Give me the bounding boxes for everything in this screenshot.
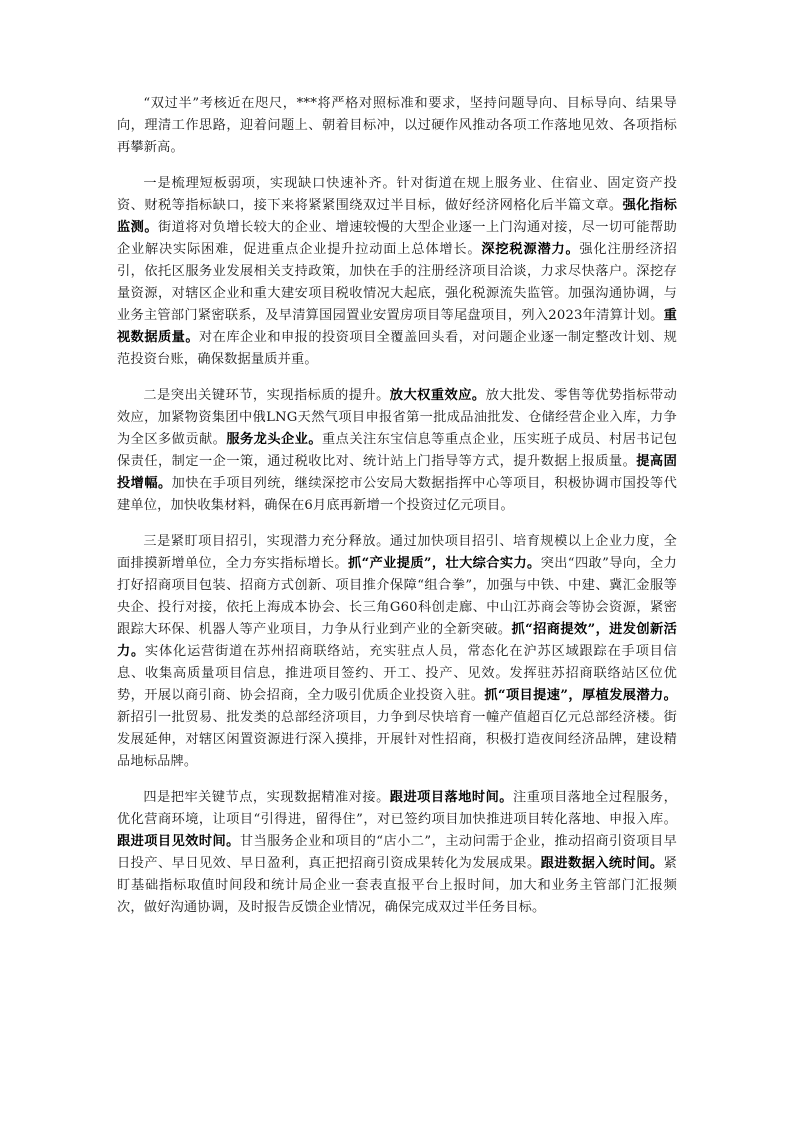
paragraph-four [117, 787, 677, 919]
text-segment: 强化注册经济招引，依托区服务业发展相关支持政策，加快在手的注册经济项目洽谈，力求尽快落户。深挖存量资源，对辖区企业和重大建安项目税收情况大起底，强化税源流失监管。加强沟通协调，与业务主管部门紧密联系，及早清算国园置业安置房项目等尾盘项目，列入2023年清算计划。 [117, 242, 677, 323]
bold-heading: 提高固投增幅。 [117, 454, 677, 491]
text-segment: 重点关注东宝信息等重点企业，压实班子成员、村居书记包保责任，制定一企一策，通过税收比对、统计站上门指导等方式，提升数据上报质量。 [117, 432, 677, 469]
bold-heading: 服务龙头企业。 [226, 432, 322, 447]
bold-heading: 抓“项目提速”，厚植发展潜力。 [484, 688, 677, 703]
text-segment: 实体化运营街道在苏州招商联络站，充实驻点人员，常态化在沪苏区域跟踪在手项目信息、收集高质量项目信息，推进项目签约、开工、投产、见效。发挥驻苏招商联络站区位优势，开展以商引商、协会招商，全力吸引优质企业投资入驻。 [117, 644, 677, 703]
text-segment: 三是紧盯项目招引，实现潜力充分释放。通过加快项目招引、培育规模以上企业力度，全面排摸新增单位，全力夯实指标增长。 [117, 534, 677, 571]
text-segment: 注重项目落地全过程服务，优化营商环境，让项目“引得进，留得住”，对已签约项目加快推进项目转化落地、申报入库。 [117, 790, 677, 827]
bold-heading: 跟进项目见效时间。 [117, 834, 240, 849]
text-segment: 紧盯基础指标取值时间段和统计局企业一套表直报平台上报时间，加大和业务主管部门汇报频次，做好沟通协调，及时报告反馈企业情况，确保完成双过半任务目标。 [117, 856, 677, 915]
bold-heading: 重视数据质量。 [117, 308, 677, 345]
text-segment: 新招引一批贸易、批发类的总部经济项目，力争到尽快培育一幢产值超百亿元总部经济楼。街发展延伸，对辖区闲置资源进行深入摸排，开展针对性招商，积极打造夜间经济品牌，建设精品地标品牌。 [117, 710, 677, 769]
text-segment: 一是梳理短板弱项，实现缺口快速补齐。针对街道在规上服务业、住宿业、固定资产投资、财税等指标缺口，接下来将紧紧围绕双过半目标，做好经济网格化后半篇文章。 [117, 176, 677, 213]
text-segment: 四是把牢关键节点，实现数据精准对接。 [143, 790, 390, 805]
text-segment: 放大批发、零售等优势指标带动效应，加紧物资集团中俄LNG天然气项目申报省第一批成品油批发、仓储经营企业入库，力争为全区多做贡献。 [117, 388, 677, 447]
bold-heading: 抓“产业提质”，壮大综合实力。 [348, 556, 541, 571]
bold-heading: 深挖税源潜力。 [481, 242, 580, 257]
paragraph-one [117, 173, 677, 371]
bold-heading: 跟进数据入统时间。 [540, 856, 664, 871]
paragraph-two [117, 385, 677, 517]
text-segment: 突出“四敢”导向，全力打好招商项目包装、招商方式创新、项目推介保障“组合拳”，加强与中铁、中建、冀汇金服等央企、投行对接，依托上海成本协会、长三角G60科创走廊、中山江苏商会等协会资源，紧密跟踪大环保、机器人等产业项目，力争从行业到产业的全新突破。 [117, 556, 678, 637]
paragraph-three [117, 531, 677, 773]
text-segment: 街道将对负增长较大的企业、增速较慢的大型企业逐一上门沟通对接，尽一切可能帮助企业解决实际困难，促进重点企业提升拉动面上总体增长。 [117, 220, 677, 257]
bold-heading: 放大权重效应。 [389, 388, 486, 403]
text-segment: 对在库企业和申报的投资项目全覆盖回头看，对问题企业逐一制定整改计划、规范投资台账，确保数据量质并重。 [117, 330, 678, 367]
document-page [117, 93, 677, 933]
text-segment: 二是突出关键环节，实现指标质的提升。 [143, 388, 390, 403]
text-segment: “双过半”考核近在咫尺，***将严格对照标准和要求，坚持问题导向、目标导向、结果导向，理清工作思路，迎着问题上、朝着目标冲，以过硬作风推动各项工作落地见效、各项指标再攀新高。 [117, 96, 677, 155]
bold-heading: 强化指标监测。 [117, 198, 677, 235]
bold-heading: 跟进项目落地时间。 [389, 790, 513, 805]
bold-heading: 抓“招商提效”，进发创新活力。 [117, 622, 677, 659]
text-segment: 加快在手项目列统，继续深挖市公安局大数据指挥中心等项目，积极协调市国投等代建单位，加快收集材料，确保在6月底再新增一个投资过亿元项目。 [117, 476, 677, 513]
text-segment: 甘当服务企业和项目的“店小二”，主动问需于企业，推动招商引资项目早日投产、早日见效、早日盈利，真正把招商引资成果转化为发展成果。 [117, 834, 677, 871]
paragraph-intro [117, 93, 677, 159]
